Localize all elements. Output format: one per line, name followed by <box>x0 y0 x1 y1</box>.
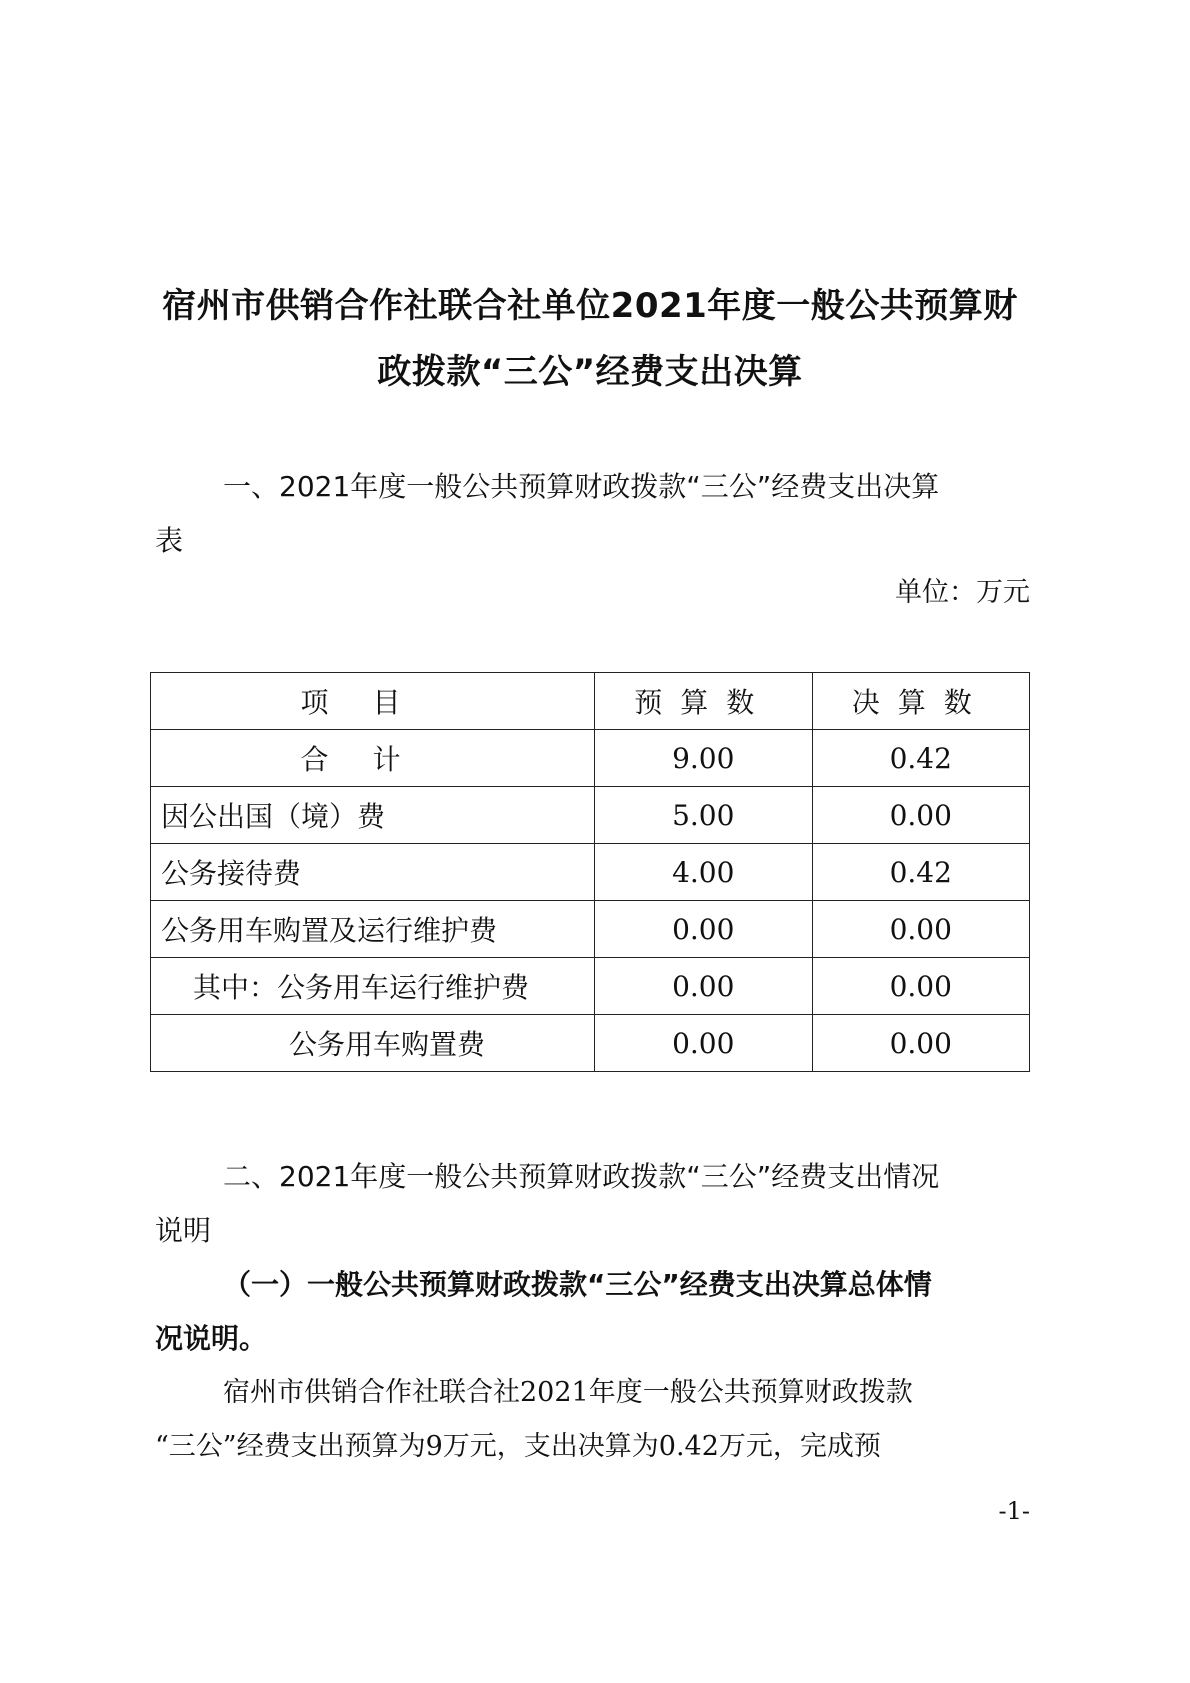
subsection-heading-1-line-1: （一）一般公共预算财政拨款“三公”经费支出决算总体情 <box>223 1268 932 1301</box>
header-item: 项目 <box>151 673 595 730</box>
row-budget: 0.00 <box>595 958 812 1015</box>
row-budget: 9.00 <box>595 730 812 787</box>
row-final: 0.00 <box>812 1015 1030 1072</box>
document-title-line-1: 宿州市供销合作社联合社单位2021年度一般公共预算财 <box>162 286 1018 326</box>
table-row <box>151 901 1030 958</box>
table-row <box>151 1015 1030 1072</box>
section-heading-1-line-2: 表 <box>155 524 184 557</box>
header-budget: 预算数 <box>595 673 812 730</box>
page-number: -1- <box>998 1497 1030 1525</box>
row-final: 0.42 <box>812 844 1030 901</box>
three-public-expenses-table <box>150 672 1030 1072</box>
document-title-line-2: 政拨款“三公”经费支出决算 <box>377 352 803 392</box>
subsection-heading-1-line-2: 况说明。 <box>155 1322 268 1355</box>
row-item: 合计 <box>151 730 595 787</box>
paragraph-line-1: 宿州市供销合作社联合社2021年度一般公共预算财政拨款 <box>223 1377 913 1408</box>
table-row <box>151 787 1030 844</box>
row-budget: 5.00 <box>595 787 812 844</box>
row-final: 0.00 <box>812 787 1030 844</box>
section-heading-1 <box>155 460 1035 568</box>
table-row <box>151 958 1030 1015</box>
section-heading-2 <box>155 1150 1035 1258</box>
row-item: 公务接待费 <box>151 844 595 901</box>
row-final: 0.42 <box>812 730 1030 787</box>
body-paragraph <box>155 1366 1035 1474</box>
table-header-row <box>151 673 1030 730</box>
row-budget: 0.00 <box>595 901 812 958</box>
row-budget: 0.00 <box>595 1015 812 1072</box>
row-item: 因公出国（境）费 <box>151 787 595 844</box>
row-budget: 4.00 <box>595 844 812 901</box>
subsection-heading-1 <box>155 1258 1035 1366</box>
row-item: 公务用车购置及运行维护费 <box>151 901 595 958</box>
section-heading-2-line-1: 二、2021年度一般公共预算财政拨款“三公”经费支出情况 <box>223 1160 940 1193</box>
section-heading-2-line-2: 说明 <box>155 1214 212 1247</box>
table-row <box>151 730 1030 787</box>
row-final: 0.00 <box>812 958 1030 1015</box>
row-item: 其中：公务用车运行维护费 <box>151 958 595 1015</box>
section-heading-1-line-1: 一、2021年度一般公共预算财政拨款“三公”经费支出决算 <box>223 470 940 503</box>
table-row <box>151 844 1030 901</box>
paragraph-line-2: “三公”经费支出预算为9万元，支出决算为0.42万元，完成预 <box>155 1431 881 1462</box>
row-item: 公务用车购置费 <box>151 1015 595 1072</box>
header-final: 决算数 <box>812 673 1030 730</box>
row-final: 0.00 <box>812 901 1030 958</box>
unit-label: 单位：万元 <box>895 577 1030 608</box>
